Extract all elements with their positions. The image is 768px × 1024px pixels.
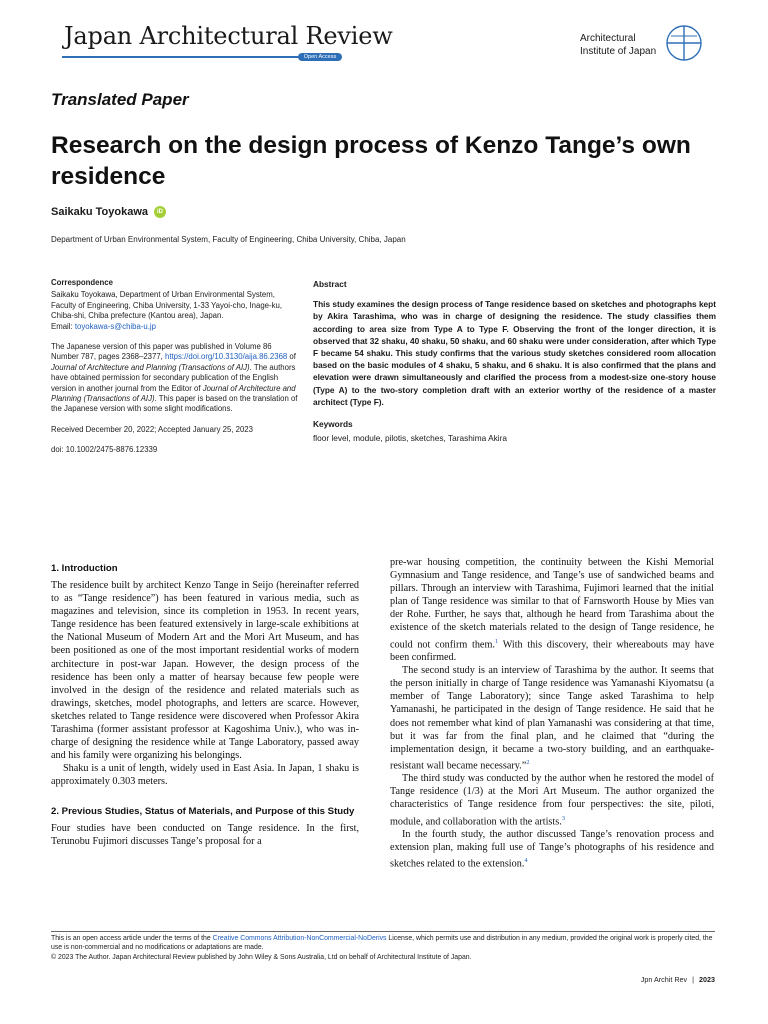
header-rule (62, 56, 338, 58)
reference-1[interactable]: 1 (494, 637, 499, 645)
footer-rule (51, 931, 715, 932)
reference-4[interactable]: 4 (524, 857, 528, 865)
affiliation: Department of Urban Environmental System, Faculty of Engineering, Chiba University, Chiba, Japan (51, 235, 406, 244)
footer-separator: | (692, 975, 694, 984)
publisher-name (580, 32, 656, 58)
abstract-text: This study examines the design process of Tange residence based on sketches and photographs kept by Akira Tarashima, who was in charge of designing the residence. The study classifies them according to area size from Type A to Type F. Observing the front of the longer direction, it is observed that 32 shaku, 40 shaku, 50 shaku, and 60 shaku were under consideration, after which Type F became 54 shaku. This study confirms that the various study sketches considered room allocation based on the basic modules of 4 shaku, 5 shaku, and 6 shaku. It is also confirmed that the plans and elevation were drawn simultaneously and clarified the process from a modest-size one-story house (Type A) to the two-story completion draft with an exterior worthy of the residence of a master architect (Type F). (313, 299, 716, 407)
original-doi-link[interactable]: https://doi.org/10.3130/aija.86.2368 (165, 352, 288, 362)
body-column-right (390, 556, 714, 871)
received-dates: Received December 20, 2022; Accepted January 25, 2023 (51, 424, 253, 434)
paper-type: Translated Paper (51, 90, 189, 109)
previous-studies-paragraph-4 (390, 828, 714, 871)
copyright-line: © 2023 The Author. Japan Architectural Review published by John Wiley & Sons Australia, Ltd on behalf of Architectural Institute of Japan. (51, 953, 472, 961)
note-text-1: The Japanese version of this paper was published in Volume 86 Number 787, pages 2368–2377, (51, 342, 272, 362)
license-text-1: This is an open access article under the terms of the (51, 935, 213, 942)
abstract-column (313, 278, 716, 444)
section-heading-previous-studies: 2. Previous Studies, Status of Materials, and Purpose of this Study (51, 805, 355, 817)
correspondence-heading: Correspondence (51, 278, 113, 287)
aij-logo-icon (665, 24, 703, 62)
para-text: With this discovery, their whereabouts may have been confirmed. (390, 638, 714, 664)
journal-abbreviation: Jpn Archit Rev (640, 975, 688, 984)
note-text-2: of (287, 352, 296, 362)
note-journal-1: Journal of Architecture and Planning (Transactions of AIJ) (51, 362, 250, 372)
body-column-left (51, 562, 359, 848)
reference-3[interactable]: 3 (561, 814, 565, 822)
correspondence-block (51, 290, 298, 332)
para-text: pre-war housing competition, the continuity between the Kishi Memorial Gymnasium and Tange residence, and Tange’s use of sandwiched beams and pillars. Through an interview with Tarashima, Fujimori learned that the initial plan of Tange residence was similar to that of Farnsworth House by Mies van der Rohe. Further, he says that, although he heard from Tarashima about the existence of the sketch materials related to the design of Tange residence, he could not confirm them. (390, 557, 714, 650)
author-row (51, 206, 166, 218)
open-access-badge: Open Access (298, 53, 342, 61)
publisher-name-line1: Architectural (580, 33, 636, 44)
note-text-3: . The authors have obtained permission for secondary publication of the English version in another journal from the Editor of (51, 362, 296, 393)
license-text-2: License, which permits use and distribution in any medium, provided the original work is properly cited, the use is non-commercial and no modifications or adaptations are made. (51, 935, 713, 952)
note-text-4: . This paper is based on the translation of the Japanese version with some slight modifications. (51, 394, 298, 414)
footer-year: 2023 (699, 975, 715, 984)
previous-studies-paragraph-2 (390, 664, 714, 772)
paper-title: Research on the design process of Kenzo Tange’s own residence (51, 132, 691, 190)
intro-paragraph-1: The residence built by architect Kenzo Tange in Seijo (hereinafter referred to as “Tange residence”) has been featured in various media, such as magazines and television, since its completion in 1953. In recent years, Tange residence has been featured extensively in large-scale exhibitions at the National Museum of Modern Art and the Mori Art Museum, and has been positioned as one of the most important residential works of modern architecture in post-war Japan. However, the design process of the residence has been only a matter of hearsay because few people were involved in the design of the residence and related materials such as drawings, sketches, model photographs, and letters are scarce. However, sketches related to Tange residence were discovered when Professor Akira Tarashima (former assistant professor at Kagoshima Univ.), who was in-charge of designing the residence while at Tange Laboratory, passed away and his family were organizing his belongings. (51, 580, 359, 762)
license-link[interactable]: Creative Commons Attribution-NonCommercial-NoDerivs (212, 935, 387, 942)
email-link[interactable]: toyokawa-s@chiba-u.jp (74, 321, 156, 331)
note-journal-2: Journal of Architecture and Planning (Transactions of AIJ) (51, 383, 296, 404)
abstract-heading: Abstract (313, 279, 347, 289)
license-notice (51, 934, 721, 962)
journal-title: Japan Architectural Review (64, 22, 393, 50)
page-footer (560, 975, 715, 984)
article-doi: doi: 10.1002/2475-8876.12339 (51, 445, 158, 455)
previous-studies-paragraph-3 (390, 772, 714, 828)
keywords-heading: Keywords (313, 419, 353, 430)
translation-note (51, 342, 298, 415)
para-text: In the fourth study, the author discussed Tange’s renovation process and extension plan, making full use of Tange’s photographs of his residence and sketches related to the extension. (390, 829, 714, 870)
para-text: The second study is an interview of Tarashima by the author. It seems that the person initially in charge of Tange residence was Yamanashi Kiyomatsu (a member of Tange Laboratory); since Tange asked Tarashima to help Yamanashi, he participated in the design of Tange residence. He said that he does not remember what kind of plan Yamanashi was considering at that time, but it was far from the final plan, and he claimed that “during the implementation design, it became a two-story building, and an earthquake-resistant wall became necessary.” (390, 665, 714, 772)
correspondence-address: Saikaku Toyokawa, Department of Urban Environmental System, Faculty of Engineering, Chiba University, 1-33 Yayoi-cho, Inage-ku, Chiba-shi, Chiba prefecture (Kantou area), Japan. (51, 290, 282, 321)
publisher-name-line2: Institute of Japan (580, 46, 657, 57)
previous-studies-paragraph-1: Four studies have been conducted on Tange residence. In the first, Terunobu Fujimori discusses Tange’s proposal for a (51, 822, 359, 847)
email-label: Email: (51, 321, 75, 331)
author-name[interactable]: Saikaku Toyokawa (51, 206, 149, 218)
intro-paragraph-2: Shaku is a unit of length, widely used in East Asia. In Japan, 1 shaku is approximately 0.303 meters. (51, 763, 359, 788)
para-text: The third study was conducted by the author when he restored the model of Tange residence (1/3) at the Mori Art Museum. The author organized the characteristics of Tange residence from four perspectives: the site, piloti, module, and collaboration with the artists. (390, 773, 714, 827)
section-heading-introduction: 1. Introduction (51, 563, 118, 574)
keywords-list: floor level, module, pilotis, sketches, Tarashima Akira (313, 433, 507, 444)
reference-2[interactable]: 2 (526, 758, 530, 766)
previous-studies-paragraph-1-cont (390, 556, 714, 664)
article-info-column (51, 278, 298, 466)
orcid-icon[interactable]: iD (154, 206, 166, 218)
